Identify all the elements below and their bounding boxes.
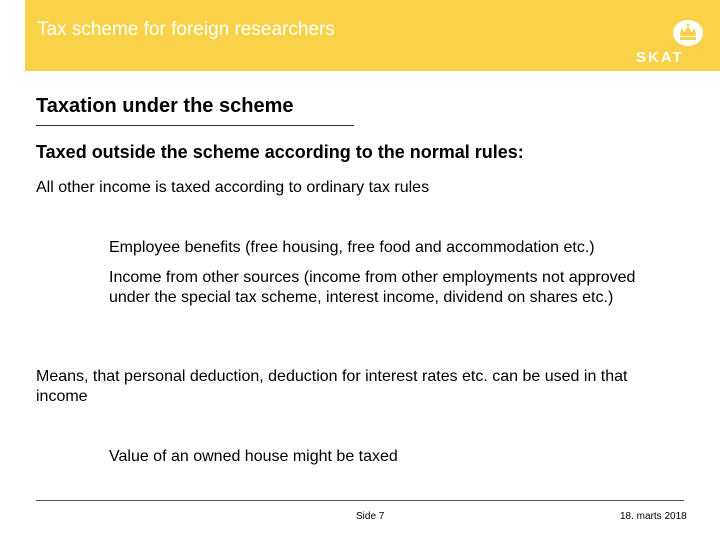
- crown-icon: [671, 18, 705, 48]
- logo-wordmark: SKAT: [636, 49, 684, 66]
- subtitle: Taxed outside the scheme according to the normal rules:: [36, 142, 524, 162]
- list-item: Employee benefits (free housing, free food and accommodation etc.): [109, 239, 595, 256]
- section-title: Taxation under the scheme: [36, 95, 294, 117]
- list-item: Income from other sources (income from other employments not approved under the special tax scheme, interest income, dividend on shares etc.): [109, 269, 636, 306]
- presentation-title: Tax scheme for foreign researchers: [37, 19, 335, 40]
- footer-date: 18. marts 2018: [620, 511, 687, 522]
- means-text: Means, that personal deduction, deduction for interest rates etc. can be used in that income: [36, 368, 628, 405]
- title-divider: [36, 125, 354, 126]
- intro-text: All other income is taxed according to ordinary tax rules: [36, 179, 430, 196]
- page-number: Side 7: [356, 511, 385, 522]
- list-item: Value of an owned house might be taxed: [109, 448, 398, 465]
- header-banner: [25, 0, 720, 71]
- footer-divider: [36, 500, 684, 501]
- skat-logo: [615, 18, 715, 68]
